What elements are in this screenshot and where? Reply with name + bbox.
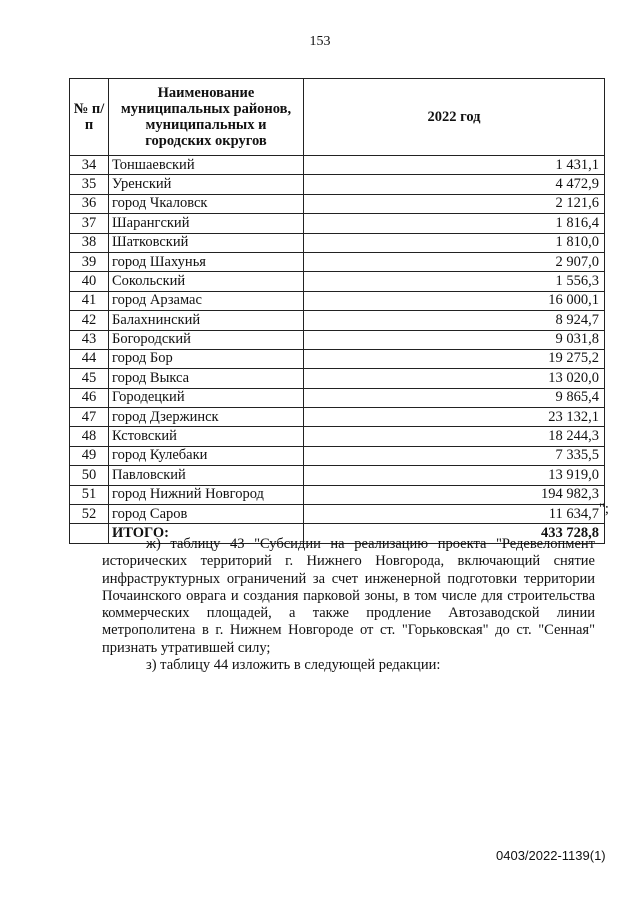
row-value: 23 132,1 (304, 408, 605, 427)
header-name: Наименование муниципальных районов, муниципальных и городских округов (109, 79, 304, 156)
row-number: 35 (70, 175, 109, 194)
table-row (70, 369, 605, 388)
row-name: Шатковский (109, 233, 304, 252)
row-value: 19 275,2 (304, 349, 605, 368)
page-number: 153 (309, 34, 331, 49)
table-row (70, 330, 605, 349)
table-row (70, 272, 605, 291)
row-number: 40 (70, 272, 109, 291)
row-name: Сокольский (109, 272, 304, 291)
row-number: 38 (70, 233, 109, 252)
row-value: 9 031,8 (304, 330, 605, 349)
row-name: Городецкий (109, 388, 304, 407)
row-value: 1 810,0 (304, 233, 605, 252)
row-number: 48 (70, 427, 109, 446)
row-name: Шарангский (109, 214, 304, 233)
table-row (70, 291, 605, 310)
row-name: город Кулебаки (109, 446, 304, 465)
table-body (70, 156, 605, 544)
row-name: город Шахунья (109, 252, 304, 271)
subsidy-table (69, 78, 605, 544)
row-value: 18 244,3 (304, 427, 605, 446)
table-row (70, 466, 605, 485)
row-number: 34 (70, 156, 109, 175)
row-number: 41 (70, 291, 109, 310)
row-name: Богородский (109, 330, 304, 349)
row-number: 36 (70, 194, 109, 213)
table-row (70, 175, 605, 194)
row-name: Балахнинский (109, 311, 304, 330)
row-value: 7 335,5 (304, 446, 605, 465)
row-value: 13 919,0 (304, 466, 605, 485)
row-value: 9 865,4 (304, 388, 605, 407)
table-row (70, 349, 605, 368)
row-name: город Выкса (109, 369, 304, 388)
total-value: 433 728,8 (304, 524, 605, 543)
row-name: Кстовский (109, 427, 304, 446)
table-row (70, 233, 605, 252)
row-number: 45 (70, 369, 109, 388)
closing-quote: "; (599, 501, 609, 517)
header-number: № п/п (70, 79, 109, 156)
row-name: Тоншаевский (109, 156, 304, 175)
paragraph-table-44: з) таблицу 44 изложить в следующей редакции: (146, 657, 441, 673)
header-year: 2022 год (304, 79, 605, 156)
row-number: 52 (70, 505, 109, 524)
table-row (70, 408, 605, 427)
table-row (70, 446, 605, 465)
table-row (70, 156, 605, 175)
row-value: 11 634,7 (304, 505, 605, 524)
row-number: 49 (70, 446, 109, 465)
row-number: 50 (70, 466, 109, 485)
table-row (70, 485, 605, 504)
row-value: 13 020,0 (304, 369, 605, 388)
row-name: город Чкаловск (109, 194, 304, 213)
row-number: 51 (70, 485, 109, 504)
row-value: 8 924,7 (304, 311, 605, 330)
row-name: Павловский (109, 466, 304, 485)
row-name: город Саров (109, 505, 304, 524)
row-number: 47 (70, 408, 109, 427)
row-name: город Дзержинск (109, 408, 304, 427)
row-value: 2 121,6 (304, 194, 605, 213)
table-header-row (70, 79, 605, 156)
row-number: 43 (70, 330, 109, 349)
table-row (70, 311, 605, 330)
paragraph-table-43: ж) таблицу 43 "Субсидии на реализацию проекта "Редевелопмент исторических территорий г. Нижнего Новгорода, включающий снятие инфраструктурных ограничений за счет инженерной подготовки территории Почаинского оврага и создания парковой зоны, в том числе для строительства коммерческих площадей, а также продление Автозаводской линии метрополитена в г. Нижнем Новгороде от ст. "Горьковская" до ст. "Сенная" признать утратившей силу; (102, 536, 595, 656)
table-row (70, 388, 605, 407)
document-code: 0403/2022-1139(1) (496, 848, 606, 863)
total-label: ИТОГО: (109, 524, 304, 543)
row-name: город Арзамас (109, 291, 304, 310)
row-name: Уренский (109, 175, 304, 194)
row-value: 4 472,9 (304, 175, 605, 194)
row-number: 44 (70, 349, 109, 368)
table-row (70, 252, 605, 271)
row-name: город Бор (109, 349, 304, 368)
row-number: 37 (70, 214, 109, 233)
row-value: 2 907,0 (304, 252, 605, 271)
row-value: 1 431,1 (304, 156, 605, 175)
row-number: 39 (70, 252, 109, 271)
table-row (70, 194, 605, 213)
row-value: 16 000,1 (304, 291, 605, 310)
row-name: город Нижний Новгород (109, 485, 304, 504)
table-row (70, 214, 605, 233)
table-row (70, 505, 605, 524)
row-value: 194 982,3 (304, 485, 605, 504)
row-value: 1 556,3 (304, 272, 605, 291)
row-number: 42 (70, 311, 109, 330)
table-row (70, 427, 605, 446)
row-number: 46 (70, 388, 109, 407)
row-value: 1 816,4 (304, 214, 605, 233)
